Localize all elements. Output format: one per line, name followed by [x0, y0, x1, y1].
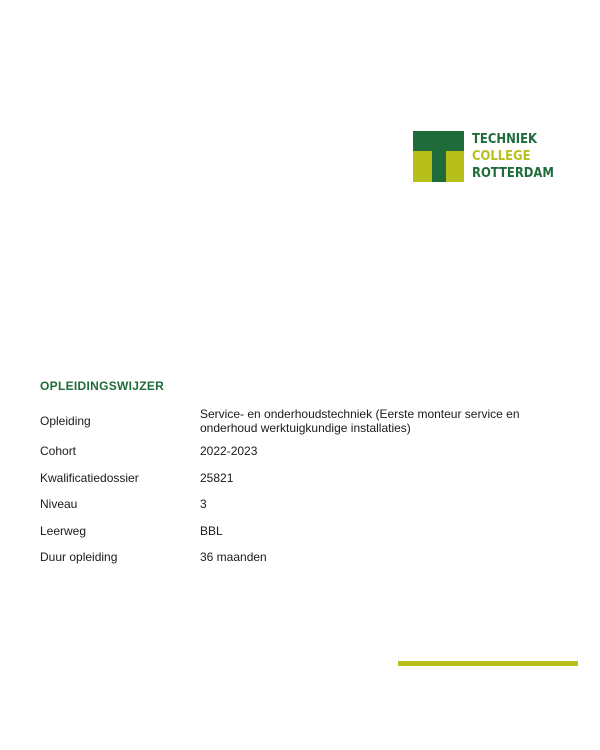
info-label: Leerweg [40, 523, 87, 538]
logo-wordmark [472, 131, 554, 182]
info-value: 36 maanden [200, 550, 267, 565]
info-label: Duur opleiding [40, 550, 118, 565]
info-value: Service- en onderhoudstechniek (Eerste monteur service en onderhoud werktuigkundige installaties) [200, 407, 520, 435]
info-row-leerweg [40, 518, 570, 545]
tcr-logo-mark-icon [413, 131, 464, 182]
accent-bar [398, 661, 578, 666]
logo-line-techniek: TECHNIEK [472, 131, 538, 147]
info-label: Kwalificatiedossier [40, 470, 139, 485]
logo-line-college: COLLEGE [472, 148, 531, 164]
techniek-college-rotterdam-logo [413, 131, 563, 183]
info-label: Opleiding [40, 414, 91, 428]
info-label: Niveau [40, 497, 78, 512]
info-value: 2022-2023 [200, 444, 258, 459]
info-row-cohort [40, 438, 570, 465]
info-table [40, 404, 570, 571]
document-heading: OPLEIDINGSWIJZER [40, 379, 165, 393]
info-row-niveau [40, 491, 570, 518]
info-row-duur-opleiding [40, 544, 570, 571]
info-row-opleiding [40, 404, 570, 438]
info-value: 25821 [200, 470, 234, 485]
info-label: Cohort [40, 444, 77, 459]
info-value: 3 [200, 497, 207, 512]
info-value: BBL [200, 523, 223, 538]
logo-line-rotterdam: ROTTERDAM [472, 165, 554, 181]
info-row-kwalificatiedossier [40, 465, 570, 492]
